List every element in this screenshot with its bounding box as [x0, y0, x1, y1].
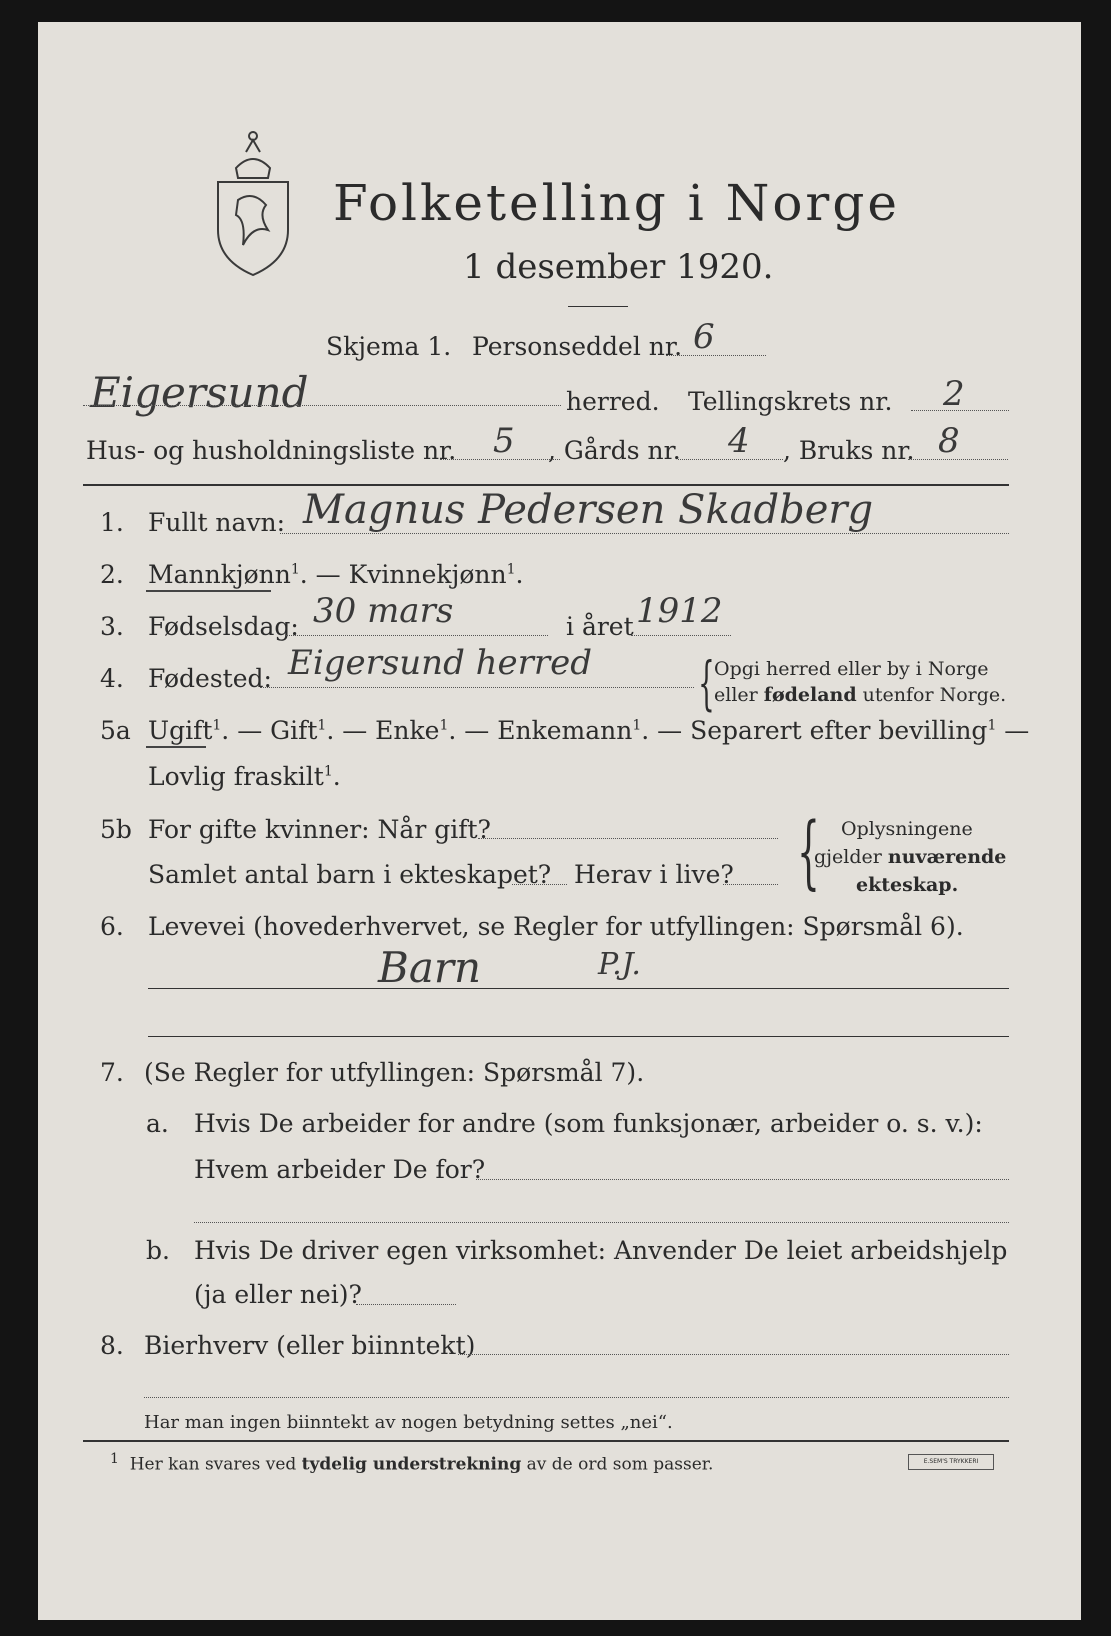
- coat-of-arms-icon: [208, 120, 298, 280]
- herred-field[interactable]: [83, 405, 561, 406]
- q7a-field[interactable]: [476, 1179, 1009, 1180]
- q5a-gift[interactable]: Gift: [270, 716, 318, 745]
- q1-value: Magnus Pedersen Skadberg: [303, 487, 874, 533]
- census-form: [38, 22, 1081, 1620]
- q5b-ilive-field[interactable]: [723, 884, 778, 885]
- q5b-number: 5b: [100, 815, 132, 844]
- q5a-enke[interactable]: Enke: [375, 716, 440, 745]
- q5b-barn-label: Samlet antal barn i ekteskapet?: [148, 860, 552, 889]
- q5b-barn-field[interactable]: [512, 884, 567, 885]
- q7b-field[interactable]: [356, 1304, 456, 1305]
- q2-kvinnekjonn[interactable]: Kvinnekjønn: [348, 560, 507, 589]
- footnote: $^1$ Her kan svares ved tydelig understrekning av de ord som passer.: [110, 1451, 714, 1475]
- personseddel-label: Personseddel nr.: [472, 332, 683, 361]
- gards-label: , Gårds nr.: [548, 436, 681, 465]
- q8-label: Bierhverv (eller biinntekt): [144, 1331, 476, 1360]
- q4-note-line2: eller fødeland utenfor Norge.: [714, 684, 1007, 706]
- bruks-value: 8: [938, 421, 960, 461]
- tellingskrets-value: 2: [943, 374, 965, 414]
- q5b-ilive-label: Herav i live?: [574, 860, 734, 889]
- q7a-number: a.: [146, 1109, 169, 1138]
- q4-note-brace: {: [698, 649, 715, 717]
- q7b-number: b.: [146, 1236, 170, 1265]
- q3-year-label: i året: [566, 612, 634, 641]
- q1-field[interactable]: [280, 533, 1009, 534]
- q6-number: 6.: [100, 912, 124, 941]
- q5b-note-line2: gjelder nuværende: [814, 846, 1007, 868]
- personseddel-field[interactable]: [666, 355, 766, 356]
- q7b-text: Hvis De driver egen virksomhet: Anvender De leiet arbeidshjelp: [194, 1236, 1008, 1265]
- q6-line2[interactable]: [148, 1036, 1009, 1037]
- skjema-label: Skjema 1.: [326, 332, 452, 361]
- q5a-selection-underline: [146, 746, 206, 748]
- printer-stamp: E.SEM'S TRYKKERI: [908, 1454, 994, 1470]
- q8-number: 8.: [100, 1331, 124, 1360]
- tellingskrets-label: Tellingskrets nr.: [688, 387, 893, 416]
- q2-mannkjonn[interactable]: Mannkjønn: [148, 560, 291, 589]
- q5a-ugift[interactable]: Ugift: [148, 716, 213, 745]
- q5b-note-brace: {: [796, 805, 820, 898]
- q8-field[interactable]: [458, 1354, 1009, 1355]
- q6-initials: P.J.: [598, 947, 641, 982]
- q6-label: Levevei (hovederhvervet, se Regler for utfyllingen: Spørsmål 6).: [148, 912, 964, 941]
- q1-label: Fullt navn:: [148, 508, 286, 537]
- q4-value: Eigersund herred: [288, 643, 593, 683]
- q2-text: Mannkjønn$^1$. — Kvinnekjønn$^1$.: [148, 560, 524, 589]
- q5b-label: For gifte kvinner: Når gift?: [148, 815, 491, 844]
- q4-field[interactable]: [260, 687, 694, 688]
- q5a-lovlig[interactable]: Lovlig fraskilt$^1$.: [148, 762, 341, 791]
- q2-number: 2.: [100, 560, 124, 589]
- header-divider: [83, 484, 1009, 486]
- q7a-question: Hvem arbeider De for?: [194, 1155, 486, 1184]
- q4-number: 4.: [100, 664, 124, 693]
- q3-number: 3.: [100, 612, 124, 641]
- q3-field[interactable]: [286, 635, 548, 636]
- herred-value: Eigersund: [90, 368, 309, 417]
- q3-year-value: 1912: [636, 591, 723, 631]
- q5a-enkemann[interactable]: Enkemann: [497, 716, 633, 745]
- q5a-number: 5a: [100, 716, 131, 745]
- q5a-separert[interactable]: Separert efter bevilling: [690, 716, 988, 745]
- q3-label: Fødselsdag:: [148, 612, 299, 641]
- q7a-field-line2[interactable]: [194, 1222, 1009, 1223]
- footnote-divider: [83, 1440, 1009, 1442]
- q7-number: 7.: [100, 1058, 124, 1087]
- bruks-label: , Bruks nr.: [783, 436, 915, 465]
- form-date: 1 desember 1920.: [463, 247, 774, 287]
- q6-value: Barn: [378, 943, 482, 992]
- q1-number: 1.: [100, 508, 124, 537]
- q5a-options: Ugift$^1$. — Gift$^1$. — Enke$^1$. — Enkemann$^1$. — Separert efter bevilling$^1$ —: [148, 716, 1030, 745]
- herred-label: herred.: [566, 387, 660, 416]
- q7-label: (Se Regler for utfyllingen: Spørsmål 7).: [144, 1058, 645, 1087]
- q3-value: 30 mars: [313, 591, 454, 631]
- gards-value: 4: [728, 421, 750, 461]
- q7b-question: (ja eller nei)?: [194, 1280, 362, 1309]
- form-title: Folketelling i Norge: [333, 174, 900, 232]
- q8-field-line2[interactable]: [144, 1397, 1009, 1398]
- q3-year-field[interactable]: [631, 635, 731, 636]
- q4-label: Fødested:: [148, 664, 272, 693]
- q7a-text: Hvis De arbeider for andre (som funksjonær, arbeider o. s. v.):: [194, 1109, 983, 1138]
- q6-line1[interactable]: [148, 988, 1009, 989]
- biinntekt-note: Har man ingen biinntekt av nogen betydning settes „nei“.: [144, 1412, 673, 1433]
- hus-label: Hus- og husholdningsliste nr.: [86, 436, 457, 465]
- q5b-note-line3: ekteskap.: [856, 874, 959, 896]
- q5b-gift-field[interactable]: [478, 838, 778, 839]
- hus-value: 5: [493, 421, 515, 461]
- title-rule: [568, 306, 628, 307]
- personseddel-value: 6: [693, 317, 715, 357]
- q2-selection-underline: [146, 590, 271, 592]
- q5b-note-line1: Oplysningene: [841, 818, 973, 840]
- q4-note-line1: Opgi herred eller by i Norge: [714, 658, 989, 680]
